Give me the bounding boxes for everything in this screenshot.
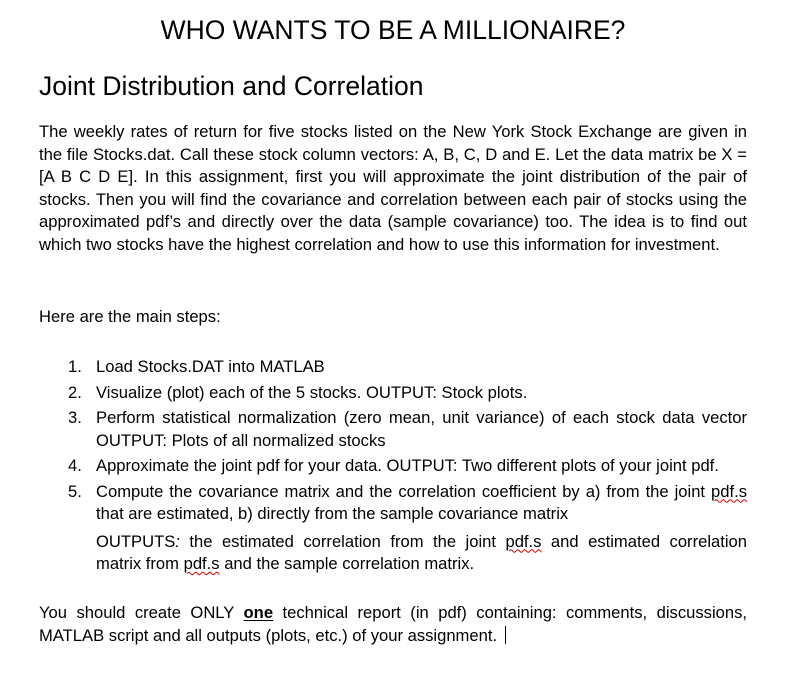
step-item bbox=[39, 455, 747, 478]
step-text: Approximate the joint pdf for your data. OUTPUT: Two different plots of your joint pdf. bbox=[96, 456, 719, 475]
intro-paragraph: The weekly rates of return for five stocks listed on the New York Stock Exchange are given in the file Stocks.dat. Call these stock column vectors: A, B, C, D and E. Let the data matrix be X = [A B C D E]. In this assignment, first you will approximate the joint distribution of the pair of stocks. Then you will find the covariance and correlation between each pair of stocks using the approximated pdf’s and directly over the data (sample covariance) too. The idea is to find out which two stocks have the highest correlation and how to use this information for investment. bbox=[39, 122, 747, 254]
outputs-text-part: and the sample correlation matrix. bbox=[219, 554, 475, 573]
section-title: Joint Distribution and Correlation bbox=[39, 71, 424, 101]
text-cursor bbox=[505, 626, 506, 644]
step-item bbox=[39, 382, 747, 405]
step-number: 1. bbox=[68, 357, 82, 376]
step-number: 2. bbox=[68, 382, 82, 402]
closing-paragraph[interactable] bbox=[39, 602, 747, 647]
closing-emphasis: one bbox=[243, 603, 274, 622]
closing-text-part: You should create ONLY bbox=[39, 603, 244, 622]
step-text: Perform statistical normalization (zero mean, unit variance) of each stock data vector OUTPUT: Plots of all normalized stocks bbox=[96, 408, 747, 450]
step-number: 4. bbox=[68, 456, 82, 475]
step-item bbox=[39, 356, 747, 379]
steps-heading: Here are the main steps: bbox=[39, 307, 221, 326]
outputs-text-part: and estimated correlation matrix from bbox=[96, 531, 747, 573]
spellcheck-marked-word: pdf.s bbox=[183, 554, 220, 573]
outputs-text-part: the estimated correlation from the joint bbox=[179, 531, 506, 551]
steps-list bbox=[39, 356, 747, 579]
step-text: Visualize (plot) each of the 5 stocks. OUTPUT: Stock plots. bbox=[96, 382, 528, 402]
step-text bbox=[96, 482, 747, 524]
step-text-part: that are estimated, b) directly from the sample covariance matrix bbox=[96, 504, 569, 523]
step-item bbox=[39, 481, 747, 576]
outputs-label: OUTPUTS bbox=[96, 531, 176, 551]
step-outputs bbox=[96, 531, 747, 576]
spellcheck-marked-word: pdf.s bbox=[711, 481, 747, 501]
step-text-part: Compute the covariance matrix and the correlation coefficient by a) from the joint bbox=[96, 481, 712, 501]
step-number: 3. bbox=[68, 408, 82, 427]
outputs-colon: : bbox=[175, 531, 180, 551]
spellcheck-marked-word: pdf.s bbox=[505, 531, 542, 551]
step-item bbox=[39, 407, 747, 452]
step-text: Load Stocks.DAT into MATLAB bbox=[96, 357, 325, 376]
closing-text-part: technical report (in pdf) containing: comments, discussions, MATLAB script and all outputs (plots, etc.) of your assignment. bbox=[39, 603, 747, 645]
step-number: 5. bbox=[68, 481, 82, 501]
main-title: WHO WANTS TO BE A MILLIONAIRE? bbox=[160, 15, 626, 45]
